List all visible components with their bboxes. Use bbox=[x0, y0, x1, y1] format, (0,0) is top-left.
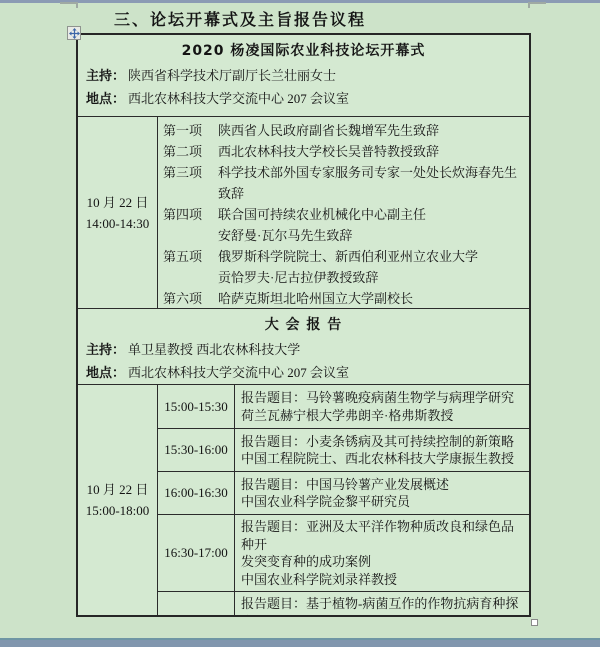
opening-venue-value: 西北农林科技大学交流中心 207 会议室 bbox=[128, 91, 350, 106]
keynote-venue-label: 地点： bbox=[86, 365, 126, 380]
opening-header-section bbox=[78, 35, 529, 116]
keynote-host-label: 主持： bbox=[86, 342, 126, 357]
report-line: 中国工程院院士、西北农林科技大学康振生教授 bbox=[241, 451, 515, 466]
opening-item bbox=[163, 162, 525, 204]
keynote-title: 大 会 报 告 bbox=[264, 317, 343, 333]
opening-item-lines bbox=[218, 204, 525, 246]
opening-item-lines bbox=[218, 246, 525, 288]
report-row bbox=[158, 471, 529, 514]
table-move-handle[interactable] bbox=[67, 26, 81, 40]
opening-item-line: 陕西省人民政府副省长魏增军先生致辞 bbox=[218, 123, 440, 138]
opening-time: 14:00-14:30 bbox=[85, 215, 150, 231]
keynote-host-line bbox=[86, 338, 521, 361]
window-bottom-bar bbox=[0, 638, 600, 647]
opening-date-cell bbox=[78, 117, 158, 308]
report-time: 15:30-16:00 bbox=[158, 429, 235, 471]
report-line: 荷兰瓦赫宁根大学弗朗辛·格弗斯教授 bbox=[241, 407, 454, 423]
opening-item-lines bbox=[218, 141, 525, 162]
report-content bbox=[235, 429, 529, 471]
opening-title: 2020 杨凌国际农业科技论坛开幕式 bbox=[181, 43, 426, 59]
keynote-time: 15:00-18:00 bbox=[85, 503, 150, 518]
opening-item bbox=[163, 204, 525, 246]
opening-item-line: 联合国可持续农业机械化中心副主任 bbox=[218, 207, 427, 222]
opening-item-label: 第六项 bbox=[163, 291, 203, 306]
opening-items-section bbox=[78, 116, 529, 308]
opening-item-label: 第二项 bbox=[163, 144, 203, 159]
opening-item-line: 哈萨克斯坦北哈州国立大学副校长 bbox=[218, 291, 414, 306]
keynote-venue-value: 西北农林科技大学交流中心 207 会议室 bbox=[128, 365, 350, 380]
report-content bbox=[235, 592, 529, 615]
report-time: 15:00-15:30 bbox=[158, 385, 235, 428]
opening-item-line: 西北农林科技大学校长吴普特教授致辞 bbox=[218, 144, 440, 159]
keynote-date: 10 月 22 日 bbox=[86, 482, 149, 497]
report-content bbox=[235, 385, 529, 428]
opening-item bbox=[163, 141, 525, 162]
opening-venue-line bbox=[86, 87, 521, 110]
ruler-margin-marker-left bbox=[60, 2, 78, 8]
window-top-strip bbox=[0, 0, 600, 3]
report-line: 报告题目：马铃薯晚疫病菌生物学与病理学研究 bbox=[241, 390, 515, 405]
keynote-date-cell bbox=[78, 385, 158, 615]
opening-date: 10 月 22 日 bbox=[86, 194, 149, 210]
report-time bbox=[158, 592, 235, 615]
opening-host-line bbox=[86, 64, 521, 87]
report-row bbox=[158, 428, 529, 471]
opening-item-lines bbox=[218, 162, 525, 204]
keynote-host-value: 单卫星教授 西北农林科技大学 bbox=[128, 342, 301, 357]
keynote-header-section bbox=[78, 308, 529, 384]
page-title: 三、论坛开幕式及主旨报告议程 bbox=[114, 10, 367, 29]
report-row bbox=[158, 591, 529, 615]
report-line: 发突变育种的成功案例 bbox=[241, 554, 372, 569]
keynote-rows-cell bbox=[158, 385, 529, 615]
keynote-venue-line bbox=[86, 361, 521, 384]
ruler-margin-marker-right bbox=[528, 2, 546, 8]
move-arrows-icon bbox=[69, 28, 80, 39]
opening-item-line: 俄罗斯科学院院士、新西伯利亚州立农业大学 bbox=[218, 249, 479, 264]
opening-item-label: 第五项 bbox=[163, 249, 203, 264]
report-row bbox=[158, 385, 529, 428]
report-time: 16:00-16:30 bbox=[158, 472, 235, 514]
opening-host-value: 陕西省科学技术厅副厅长兰壮丽女士 bbox=[128, 68, 337, 83]
opening-item bbox=[163, 120, 525, 141]
report-line: 报告题目：小麦条锈病及其可持续控制的新策略 bbox=[241, 433, 515, 449]
report-line: 报告题目：亚洲及太平洋作物种质改良和绿色品种开 bbox=[241, 519, 515, 552]
report-line: 报告题目：基于植物-病菌互作的作物抗病育种探 bbox=[241, 596, 519, 611]
report-row bbox=[158, 514, 529, 591]
opening-item bbox=[163, 288, 525, 308]
opening-item-label: 第一项 bbox=[163, 123, 203, 138]
opening-item-line: 科学技术部外国专家服务司专家一处处长炊海春先生致辞 bbox=[218, 165, 518, 201]
opening-item-line: 贡恰罗夫·尼古拉伊教授致辞 bbox=[218, 270, 379, 285]
opening-host-label: 主持： bbox=[86, 68, 126, 83]
opening-venue-label: 地点： bbox=[86, 91, 126, 106]
opening-item-label: 第四项 bbox=[163, 207, 203, 222]
report-content bbox=[235, 472, 529, 514]
opening-items-cell bbox=[158, 117, 529, 308]
report-content bbox=[235, 515, 529, 591]
opening-item-line: 安舒曼·瓦尔马先生致辞 bbox=[218, 228, 353, 243]
opening-item-lines bbox=[218, 120, 525, 141]
opening-item bbox=[163, 246, 525, 288]
opening-item-lines bbox=[218, 288, 525, 308]
keynote-rows-section bbox=[78, 384, 529, 615]
opening-item-label: 第三项 bbox=[163, 165, 203, 180]
agenda-table bbox=[76, 33, 531, 617]
report-line: 报告题目：中国马铃薯产业发展概述 bbox=[241, 476, 450, 492]
report-line: 中国农业科学院金黎平研究员 bbox=[241, 494, 411, 509]
table-resize-handle[interactable] bbox=[531, 619, 538, 626]
report-time: 16:30-17:00 bbox=[158, 515, 235, 591]
report-line: 中国农业科学院刘录祥教授 bbox=[241, 571, 398, 587]
